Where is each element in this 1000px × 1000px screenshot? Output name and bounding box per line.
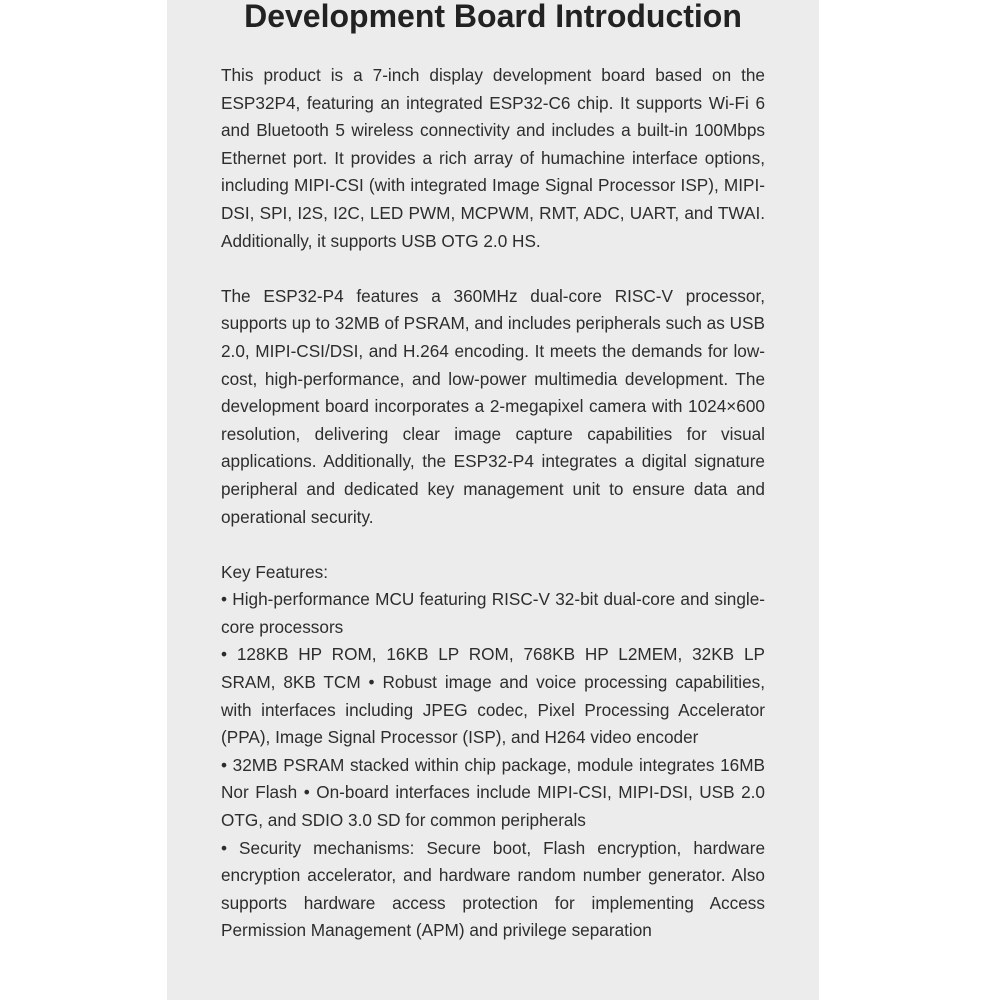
feature-item: • High-performance MCU featuring RISC-V 32-bit dual-core and single-core processors [221,589,765,637]
intro-paragraph: This product is a 7-inch display development board based on the ESP32P4, featuring an integrated ESP32-C6 chip. It supports Wi-Fi 6 and Bluetooth 5 wireless connectivity and includes a built-in 100Mbps Ethernet port. It provides a rich array of humachine interface options, including MIPI-CSI (with integrated Image Signal Processor ISP), MIPI-DSI, SPI, I2S, I2C, LED PWM, MCPWM, RMT, ADC, UART, and TWAI. Additionally, it supports USB OTG 2.0 HS. [221,65,765,251]
page-title: Development Board Introduction [244,0,742,34]
key-features-heading: Key Features: [221,561,328,582]
processor-paragraph: The ESP32-P4 features a 360MHz dual-core RISC-V processor, supports up to 32MB of PSRAM, and includes peripherals such as USB 2.0, MIPI-CSI/DSI, and H.264 encoding. It meets the demands for low-cost, high-performance, and low-power multimedia development. The development board incorporates a 2-megapixel camera with 1024×600 resolution, delivering clear image capture capabilities for visual applications. Additionally, the ESP32-P4 integrates a digital signature peripheral and dedicated key management unit to ensure data and operational security. [221,285,765,527]
document-body [221,62,765,945]
feature-item: • Security mechanisms: Secure boot, Flash encryption, hardware encryption accelerator, and hardware random number generator. Also supports hardware access protection for implementing Access Permission Management (APM) and privilege separation [221,837,765,941]
feature-item: • 128KB HP ROM, 16KB LP ROM, 768KB HP L2MEM, 32KB LP SRAM, 8KB TCM • Robust image and voice processing capabilities, with interfaces including JPEG codec, Pixel Processing Accelerator (PPA), Image Signal Processor (ISP), and H264 video encoder [221,644,765,748]
key-features-section [221,559,765,945]
feature-item: • 32MB PSRAM stacked within chip package, module integrates 16MB Nor Flash • On-board interfaces include MIPI-CSI, MIPI-DSI, USB 2.0 OTG, and SDIO 3.0 SD for common peripherals [221,754,765,831]
document-panel [167,0,819,1000]
